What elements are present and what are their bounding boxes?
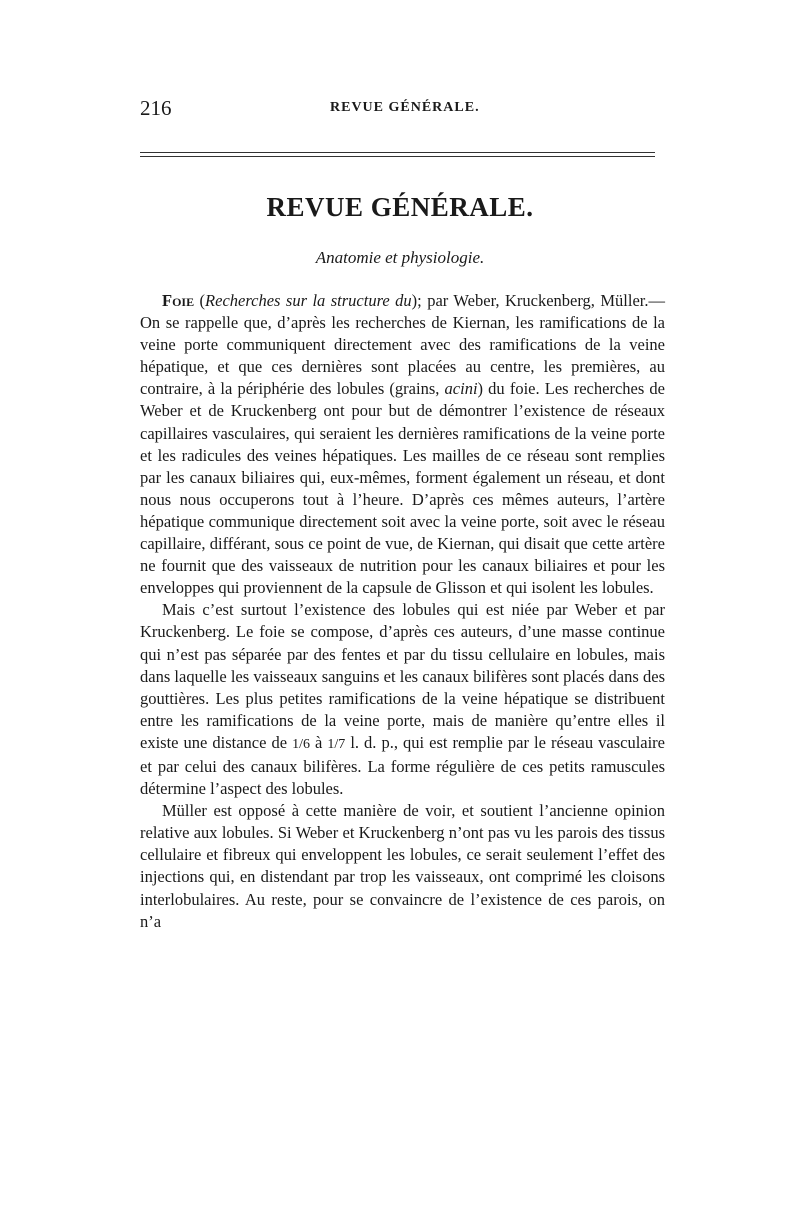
fraction-one-seventh: 1/7	[327, 736, 346, 752]
paragraph-text: l. d. p., qui est remplie par le réseau vasculaire et par celui des canaux bilifères. La forme régulière de ces petits ramuscules détermine l’aspect des lobules.	[140, 732, 666, 799]
header-rule	[140, 152, 655, 157]
running-title: REVUE GÉNÉRALE.	[330, 100, 480, 115]
paragraph-text: Müller est opposé à cette manière de voir, et soutient l’ancienne opinion relative aux lobules. Si Weber et Kruckenberg n’ont pas vu les parois des tissus cellulaire et fibreux qui enveloppent les lobules, ce serait seulement l’effet des injections qui, en distendant par trop les vaisseaux, ont comprimé les cloisons interlobulaires. Au reste, pour se convaincre de l’existence de ces parois, on n’a	[140, 801, 665, 931]
running-head	[140, 96, 665, 126]
paragraph-text: ) du foie. Les recherches de Weber et de Kruckenberg ont pour but de démontrer l’existence de réseaux capillaires vasculaires, qui seraient les dernières ramifications de la veine porte et les radicules des veines hépatiques. Les mailles de ce réseau sont remplies par les canaux biliaires qui, eux-mêmes, forment également un réseau, et dont nous nous occuperons tout à l’heure. D’après ces mêmes auteurs, l’artère hépatique communique directement soit avec la veine porte, soit avec le réseau capillaire, différant, sous ce point de vue, de Kiernan, qui disait que cette artère ne fournit que des vaisseaux de nutrition pour les canaux biliaires et pour les enveloppes qui proviennent de la capsule de Glisson et qui isolent les lobules.	[140, 379, 665, 598]
acini-term: acini	[444, 379, 478, 399]
fraction-one-sixth: 1/6	[292, 736, 310, 752]
paragraph-text: Mais c’est surtout l’existence des lobules qui est niée par Weber et par Kruckenberg. Le foie se compose, d’après ces auteurs, d’une masse continue qui n’est pas séparée par des fentes et par du tissu cellulaire en lobules, mais dans laquelle les vaisseaux sanguins et les canaux bilifères sont placés dans des gouttières. Les plus petites ramifications de la veine hépatique se distribuent entre les ramifications de la veine porte, mais de manière qu’entre elles il existe une distance de	[140, 600, 665, 752]
paragraph-subject: Recherches sur la structure du	[205, 291, 412, 310]
body-text	[140, 290, 665, 933]
paragraph-foie: Foie (Recherches sur la structure du); par Weber, Kruckenberg, Müller.— On se rappelle que, d’après les recherches de Kiernan, les ramifications de la veine porte communiquent directement avec des ramifications de la veine hépatique, et que ces dernières sont placées au centre, les premières, au contraire, à la périphérie des lobules (grains, acini) du foie. Les recherches de Weber et de Kruckenberg ont pour but de démontrer l’existence de réseaux capillaires vasculaires, qui seraient les dernières ramifications de la veine porte et les radicules des veines hépatiques. Les mailles de ce réseau sont remplies par les canaux biliaires qui, eux-mêmes, forment également un réseau, et dont nous nous occuperons tout à l’heure. D’après ces mêmes auteurs, l’artère hépatique communique directement soit avec la veine porte, soit avec le réseau capillaire, différant, sous ce point de vue, de Kiernan, qui disait que cette artère ne fournit que des vaisseaux de nutrition pour les canaux biliaires et pour les enveloppes qui proviennent de la capsule de Glisson et qui isolent les lobules.	[140, 291, 666, 598]
paragraph-muller	[140, 800, 665, 933]
paragraph-text: à	[309, 732, 328, 752]
page-title: REVUE GÉNÉRALE.	[266, 192, 534, 222]
page-number: 216	[140, 96, 172, 120]
section-title: Anatomie et physiologie.	[315, 248, 485, 267]
paragraph-lobules	[140, 599, 665, 800]
paragraph-lead: Foie	[162, 291, 195, 310]
paragraph-text: ; par Weber, Kruckenberg, Müller.— On se rappelle que, d’après les recherches de Kiernan, les ramifications de la veine porte communiquent directement avec des ramifications de la veine hépatique, et que ces dernières sont placées au centre, les premières, au contraire, à la périphérie des lobules (grains,	[140, 291, 666, 399]
